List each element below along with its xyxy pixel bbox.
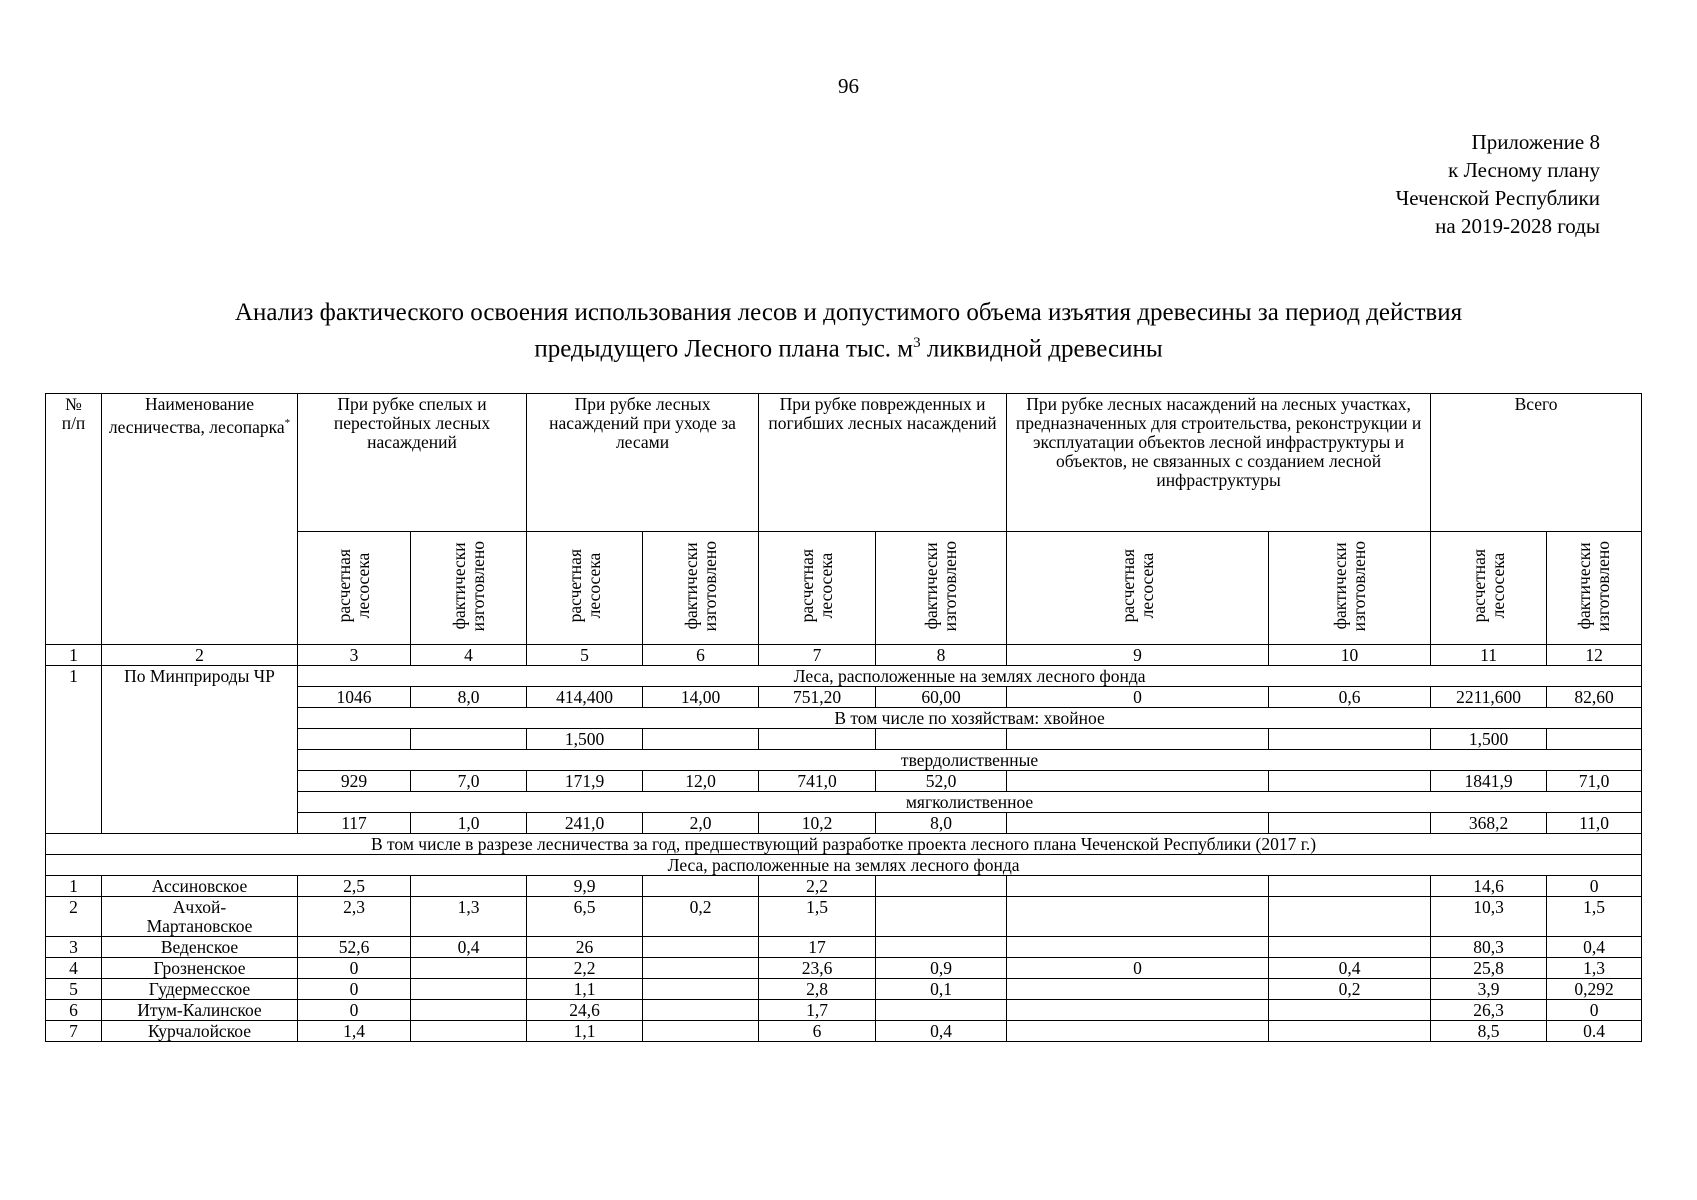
header-sub-line-2: лесосека — [583, 553, 604, 619]
value-cell: 6,5 — [527, 897, 643, 937]
column-number: 1 — [46, 645, 102, 666]
header-sub-line-1: фактически — [448, 542, 469, 630]
value-cell: 414,400 — [527, 687, 643, 708]
column-number: 12 — [1547, 645, 1642, 666]
value-cell — [1269, 771, 1431, 792]
ministry-num: 1 — [46, 666, 102, 834]
value-cell: 0.4 — [1547, 1021, 1642, 1042]
header-fact-harvested — [1547, 532, 1642, 645]
value-cell: 1841,9 — [1431, 771, 1547, 792]
value-cell: 6 — [759, 1021, 876, 1042]
value-cell: 9,9 — [527, 876, 643, 897]
page-number: 96 — [838, 74, 859, 98]
value-cell: 368,2 — [1431, 813, 1547, 834]
header-calc-felling — [298, 532, 411, 645]
header-sub-line-2: изготовлено — [1593, 540, 1614, 632]
title-line-2-end: ликвидной древесины — [920, 335, 1163, 363]
forestry-row — [46, 979, 1642, 1000]
value-cell: 52,6 — [298, 937, 411, 958]
ministry-fund-row — [46, 666, 1642, 687]
value-cell: 0,292 — [1547, 979, 1642, 1000]
value-cell — [411, 958, 527, 979]
value-cell — [1007, 771, 1269, 792]
forestry-name: Итум-Калинское — [102, 1000, 298, 1021]
forestry-num: 7 — [46, 1021, 102, 1042]
value-cell — [1007, 1000, 1269, 1021]
header-group-damaged: При рубке поврежденных и погибших лесных насаждений — [759, 394, 1007, 532]
value-cell: 26 — [527, 937, 643, 958]
value-cell: 1046 — [298, 687, 411, 708]
column-number: 7 — [759, 645, 876, 666]
header-fact-harvested — [876, 532, 1007, 645]
value-cell — [643, 958, 759, 979]
header-group-mature: При рубке спелых и перестойных лесных насаждений — [298, 394, 527, 532]
header-calc-felling — [527, 532, 643, 645]
harvest-analysis-table — [45, 393, 1642, 1042]
forestry-num: 1 — [46, 876, 102, 897]
value-cell — [411, 729, 527, 750]
value-cell: 0 — [298, 1000, 411, 1021]
value-cell — [876, 897, 1007, 937]
value-cell — [876, 937, 1007, 958]
softwood-label-row-label: мягколиственное — [298, 792, 1642, 813]
header-name-footnote-mark: * — [284, 417, 291, 429]
value-cell: 1,7 — [759, 1000, 876, 1021]
value-cell: 0,9 — [876, 958, 1007, 979]
forestry-name: Курчалойское — [102, 1021, 298, 1042]
value-cell: 10,2 — [759, 813, 876, 834]
value-cell: 10,3 — [1431, 897, 1547, 937]
header-sub-line-1: расчетная — [334, 549, 354, 623]
value-cell: 1,1 — [527, 979, 643, 1000]
value-cell: 1,4 — [298, 1021, 411, 1042]
value-cell: 929 — [298, 771, 411, 792]
value-cell: 12,0 — [643, 771, 759, 792]
forestry-name: Ассиновское — [102, 876, 298, 897]
header-num: № п/п — [46, 394, 102, 645]
header-group-thinning: При рубке лесных насаждений при уходе за лесами — [527, 394, 759, 532]
value-cell — [643, 729, 759, 750]
value-cell: 2,3 — [298, 897, 411, 937]
value-cell: 11,0 — [1547, 813, 1642, 834]
header-name-text: Наименование лесничества, лесопарка — [108, 394, 285, 437]
value-cell — [759, 729, 876, 750]
value-cell: 2,2 — [759, 876, 876, 897]
forestry-num: 2 — [46, 897, 102, 937]
value-cell: 1,5 — [1547, 897, 1642, 937]
column-number: 11 — [1431, 645, 1547, 666]
forestry-name: Грозненское — [102, 958, 298, 979]
appendix-note — [1396, 128, 1600, 240]
header-row-column-numbers — [46, 645, 1642, 666]
value-cell: 1,0 — [411, 813, 527, 834]
header-calc-felling-text — [566, 549, 604, 622]
value-cell: 7,0 — [411, 771, 527, 792]
forestry-row — [46, 958, 1642, 979]
value-cell: 0 — [1547, 876, 1642, 897]
value-cell: 741,0 — [759, 771, 876, 792]
title-line-1: Анализ фактического освоения использования лесов и допустимого объема изъятия древесины за период действия — [234, 299, 1463, 326]
value-cell: 0 — [1007, 958, 1269, 979]
forestry-row — [46, 1000, 1642, 1021]
header-calc-felling-text — [798, 549, 836, 622]
value-cell: 0,1 — [876, 979, 1007, 1000]
value-cell: 80,3 — [1431, 937, 1547, 958]
header-group-infrastructure: При рубке лесных насаждений на лесных участках, предназначенных для строительства, реконструкции и эксплуатации объектов лесной инфраструктуры и объектов, не связанных с созданием лесной инфраструктуры — [1007, 394, 1431, 532]
column-number: 9 — [1007, 645, 1269, 666]
value-cell — [643, 979, 759, 1000]
column-number: 2 — [102, 645, 298, 666]
forestry-name: Гудермесское — [102, 979, 298, 1000]
value-cell — [1269, 1000, 1431, 1021]
column-number: 4 — [411, 645, 527, 666]
value-cell — [1269, 897, 1431, 937]
forestry-num: 4 — [46, 958, 102, 979]
forestry-row — [46, 876, 1642, 897]
value-cell — [1269, 729, 1431, 750]
value-cell: 52,0 — [876, 771, 1007, 792]
value-cell: 0,4 — [1547, 937, 1642, 958]
value-cell — [1269, 876, 1431, 897]
forestry-row — [46, 937, 1642, 958]
value-cell: 26,3 — [1431, 1000, 1547, 1021]
value-cell — [411, 1021, 527, 1042]
value-cell: 8,5 — [1431, 1021, 1547, 1042]
header-calc-felling-text — [335, 549, 373, 622]
table-body — [46, 394, 1642, 1042]
section-label: В том числе в разрезе лесничества за год, предшествующий разработке проекта лесного плана Чеченской Республики (2017 г.) — [46, 834, 1642, 855]
ministry-name: По Минприроды ЧР — [102, 666, 298, 834]
header-sub-line-2: изготовлено — [1348, 540, 1369, 632]
header-fact-harvested-text — [682, 541, 720, 631]
column-number: 8 — [876, 645, 1007, 666]
value-cell: 82,60 — [1547, 687, 1642, 708]
forestry-name: Ачхой-Мартановское — [102, 897, 298, 937]
header-group-total: Всего — [1431, 394, 1642, 532]
header-sub-line-2: изготовлено — [699, 540, 720, 632]
coniferous-label-row-label: В том числе по хозяйствам: хвойное — [298, 708, 1642, 729]
header-fact-harvested — [643, 532, 759, 645]
header-sub-line-1: расчетная — [1468, 549, 1489, 623]
header-name — [102, 394, 298, 645]
value-cell: 0,4 — [876, 1021, 1007, 1042]
header-sub-line-2: лесосека — [816, 553, 837, 619]
value-cell — [876, 729, 1007, 750]
value-cell: 0,6 — [1269, 687, 1431, 708]
value-cell — [876, 876, 1007, 897]
value-cell: 60,00 — [876, 687, 1007, 708]
value-cell — [1269, 1021, 1431, 1042]
header-sub-line-2: лесосека — [353, 553, 373, 619]
value-cell — [1007, 813, 1269, 834]
forestry-name: Веденское — [102, 937, 298, 958]
value-cell: 1,3 — [411, 897, 527, 937]
value-cell: 17 — [759, 937, 876, 958]
value-cell: 71,0 — [1547, 771, 1642, 792]
value-cell — [411, 979, 527, 1000]
section-row — [46, 834, 1642, 855]
value-cell: 0 — [1547, 1000, 1642, 1021]
header-fact-harvested-text — [922, 541, 960, 631]
appendix-line-3: Чеченской Республики — [1395, 186, 1600, 210]
value-cell: 3,9 — [1431, 979, 1547, 1000]
header-fact-harvested-text — [1331, 541, 1369, 631]
value-cell — [411, 1000, 527, 1021]
value-cell: 1,3 — [1547, 958, 1642, 979]
section-fund-row — [46, 855, 1642, 876]
value-cell — [1007, 979, 1269, 1000]
value-cell: 2,2 — [527, 958, 643, 979]
hardwood-label-row-label: твердолиственные — [298, 750, 1642, 771]
value-cell: 2211,600 — [1431, 687, 1547, 708]
value-cell: 23,6 — [759, 958, 876, 979]
value-cell — [643, 1000, 759, 1021]
value-cell — [1269, 813, 1431, 834]
value-cell: 0 — [298, 979, 411, 1000]
header-sub-line-1: фактически — [921, 542, 942, 630]
value-cell: 117 — [298, 813, 411, 834]
value-cell: 14,00 — [643, 687, 759, 708]
value-cell — [298, 729, 411, 750]
title-line-2-text: предыдущего Лесного плана тыс. м — [534, 335, 914, 363]
appendix-line-2: к Лесному плану — [1448, 158, 1600, 182]
header-fact-harvested — [411, 532, 527, 645]
appendix-line-4: на 2019-2028 годы — [1435, 214, 1600, 238]
value-cell: 171,9 — [527, 771, 643, 792]
title-line-2 — [120, 328, 1577, 364]
header-fact-harvested-text — [1575, 541, 1613, 631]
value-cell: 0,4 — [1269, 958, 1431, 979]
value-cell: 2,5 — [298, 876, 411, 897]
value-cell — [1547, 729, 1642, 750]
value-cell: 8,0 — [411, 687, 527, 708]
header-sub-line-1: фактически — [1329, 542, 1350, 630]
header-sub-line-1: фактически — [1574, 542, 1595, 630]
value-cell: 14,6 — [1431, 876, 1547, 897]
ministry-fund-label: Леса, расположенные на землях лесного фонда — [298, 666, 1642, 687]
value-cell: 0 — [298, 958, 411, 979]
value-cell: 1,5 — [759, 897, 876, 937]
value-cell — [411, 876, 527, 897]
value-cell: 751,20 — [759, 687, 876, 708]
value-cell: 0 — [1007, 687, 1269, 708]
title-unit-superscript: 3 — [913, 335, 921, 351]
header-fact-harvested — [1269, 532, 1431, 645]
value-cell: 1,500 — [1431, 729, 1547, 750]
value-cell — [1007, 1021, 1269, 1042]
value-cell: 24,6 — [527, 1000, 643, 1021]
document-title — [120, 298, 1577, 364]
header-sub-line-1: расчетная — [1117, 549, 1138, 623]
header-sub-line-2: изготовлено — [940, 540, 961, 632]
value-cell: 0,2 — [643, 897, 759, 937]
header-sub-line-1: фактически — [680, 542, 701, 630]
forestry-num: 5 — [46, 979, 102, 1000]
value-cell — [876, 1000, 1007, 1021]
header-calc-felling-text — [1470, 549, 1508, 622]
value-cell — [643, 876, 759, 897]
value-cell: 0,2 — [1269, 979, 1431, 1000]
forestry-row — [46, 1021, 1642, 1042]
header-fact-harvested-text — [450, 541, 488, 631]
header-sub-line-2: лесосека — [1487, 553, 1508, 619]
value-cell — [643, 1021, 759, 1042]
value-cell: 8,0 — [876, 813, 1007, 834]
value-cell — [1007, 729, 1269, 750]
forestry-row — [46, 897, 1642, 937]
column-number: 5 — [527, 645, 643, 666]
value-cell: 0,4 — [411, 937, 527, 958]
header-sub-line-1: расчетная — [797, 549, 818, 623]
value-cell: 241,0 — [527, 813, 643, 834]
value-cell: 1,500 — [527, 729, 643, 750]
column-number: 3 — [298, 645, 411, 666]
appendix-line-1: Приложение 8 — [1471, 130, 1600, 154]
value-cell — [1007, 897, 1269, 937]
forestry-num: 3 — [46, 937, 102, 958]
value-cell — [1007, 876, 1269, 897]
forestry-num: 6 — [46, 1000, 102, 1021]
value-cell: 1,1 — [527, 1021, 643, 1042]
value-cell: 25,8 — [1431, 958, 1547, 979]
column-number: 10 — [1269, 645, 1431, 666]
value-cell: 2,8 — [759, 979, 876, 1000]
header-sub-line-2: лесосека — [1136, 553, 1157, 619]
header-calc-felling-text — [1119, 549, 1157, 622]
section-fund-label: Леса, расположенные на землях лесного фонда — [46, 855, 1642, 876]
value-cell — [1269, 937, 1431, 958]
value-cell — [643, 937, 759, 958]
header-sub-line-2: изготовлено — [467, 540, 488, 632]
header-calc-felling — [1007, 532, 1269, 645]
header-calc-felling — [759, 532, 876, 645]
header-row-groups — [46, 394, 1642, 532]
header-sub-line-1: расчетная — [564, 549, 585, 623]
column-number: 6 — [643, 645, 759, 666]
header-calc-felling — [1431, 532, 1547, 645]
value-cell: 2,0 — [643, 813, 759, 834]
value-cell — [1007, 937, 1269, 958]
